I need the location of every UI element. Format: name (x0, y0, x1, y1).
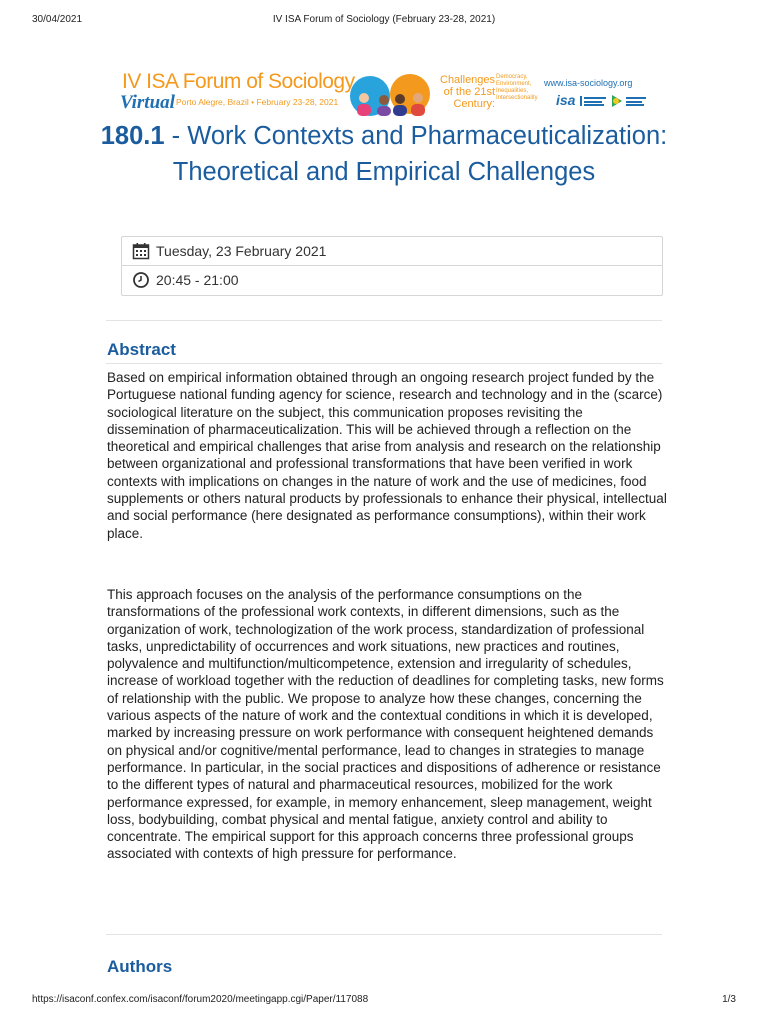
session-date: Tuesday, 23 February 2021 (156, 243, 327, 259)
banner-place: Porto Alegre, Brazil • February 23-28, 2021 (176, 97, 339, 107)
people-illustration-icon (344, 68, 438, 116)
conference-banner (118, 66, 650, 118)
calendar-icon (132, 242, 150, 260)
divider (106, 320, 662, 321)
brazil-association-logo-icon (580, 94, 648, 108)
session-date-row (122, 237, 662, 266)
print-footer (32, 994, 736, 1008)
print-date: 30/04/2021 (32, 14, 83, 25)
abstract-paragraph-1: Based on empirical information obtained through an ongoing research project funded by the Portuguese national funding agency for science, research and technology and in the (scarce) sociological literature on the subject, this communication proposes revisiting the dissemination of pharmaceuticalization. This will be achieved through a reflection on the theoretical and empirical challenges that arise from analysis and research on the relationship between organizational and professional transformations that have been verified in work contexts with implications on changes in the nature of work and the use of medicines, food supplements or others natural products by professionals to enhance their physical, intellectual and social performance (here designated as performance consumptions), within their work place. (107, 370, 667, 541)
divider (106, 934, 662, 935)
print-url: https://isaconf.confex.com/isaconf/forum2020/meetingapp.cgi/Paper/117088 (32, 994, 369, 1005)
banner-title: IV ISA Forum of Sociology (122, 70, 355, 93)
divider (106, 363, 662, 364)
abstract-heading: Abstract (107, 340, 176, 359)
banner-challenges: Challenges of the 21st Century: (440, 74, 496, 110)
print-header (32, 14, 736, 28)
clock-icon (132, 271, 150, 289)
sponsor-logos (556, 92, 648, 110)
paper-number: 180.1 (100, 122, 165, 150)
abstract-paragraph-2: This approach focuses on the analysis of the performance consumptions on the transformations of the professional work contexts, in different dimensions, such as the organization of work, technologization of the work process, standardization of professional tasks, unpredictability of occurrences and work situations, new practices and routines, polyvalence and multifunction/multicompetence, extension and irregularity of schedules, increase of workload together with the reduction of deadlines for completing tasks, new forms of relationship with the public. We propose to analyze how these changes, concerning the various aspects of the nature of work and the contextual conditions in which it is developed, marked by increasing pressure on work performance with consequent heightened demands on physical and/or cognitive/mental performance, lead to changes in strategies to manage performance. In particular, in the social practices and dispositions of adherence or resistance to the different types of natural and pharmaceutical resources, mobilized for the work performance expressed, for example, in memory enhancement, sleep management, weight loss, bodybuilding, combat physical and mental fatigue, anxiety control and ability to concentrate. The empirical support for this approach concerns three professional groups associated with contexts of high pressure for performance. (107, 587, 664, 862)
session-time: 20:45 - 21:00 (156, 272, 239, 288)
isa-logo-icon: isa (556, 92, 576, 108)
print-page-title: IV ISA Forum of Sociology (February 23-28, 2021) (272, 14, 496, 25)
banner-website: www.isa-sociology.org (544, 78, 633, 88)
session-time-row (122, 266, 662, 294)
banner-challenges-topics: Democracy, Environment, Inequalities, Intersectionality (496, 74, 538, 101)
print-page-number: 1/3 (722, 994, 736, 1005)
banner-virtual: Virtual (120, 92, 175, 113)
session-info-box (121, 236, 663, 296)
paper-title-text: - Work Contexts and Pharmaceuticalization: Theoretical and Empirical Challenges (164, 122, 668, 186)
paper-title (100, 118, 668, 190)
authors-heading: Authors (107, 957, 173, 976)
